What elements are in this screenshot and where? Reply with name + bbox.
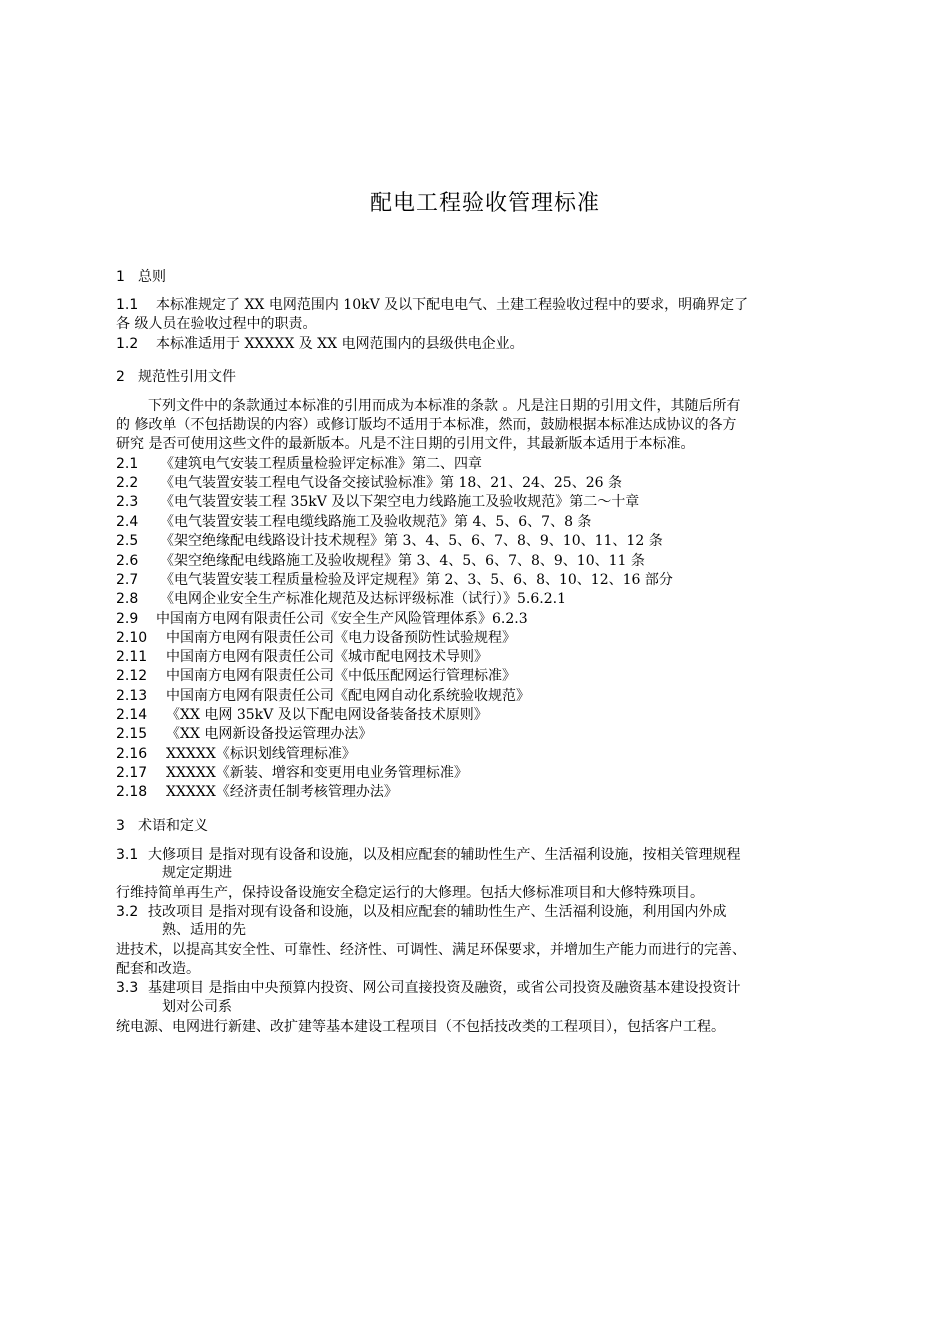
reference-text: 《XX 电网新设备投运管理办法》: [166, 726, 373, 742]
reference-text: 《XX 电网 35kV 及以下配电网设备装备技术原则》: [166, 707, 488, 723]
reference-number: 2.1: [116, 456, 139, 472]
reference-number: 2.17: [116, 765, 148, 781]
term-3-3-line2: 划对公司系: [162, 999, 232, 1015]
reference-item: [116, 493, 639, 512]
reference-text: 《架空绝缘配电线路施工及验收规程》第 3、4、5、6、7、8、9、10、11 条: [160, 553, 645, 569]
reference-number: 2.3: [116, 494, 139, 510]
section-number: 2: [116, 369, 125, 385]
reference-item: [116, 552, 645, 571]
reference-text: 《建筑电气安装工程质量检验评定标准》第二、四章: [160, 456, 482, 472]
term-3-3-line1: 3.3 基建项目 是指由中央预算内投资、网公司直接投资及融资，或省公司投资及融资基本建设投资计: [116, 980, 741, 996]
reference-number: 2.5: [116, 533, 139, 549]
reference-number: 2.16: [116, 746, 148, 762]
reference-item: [116, 610, 528, 629]
reference-text: XXXXX《经济责任制考核管理办法》: [166, 784, 398, 800]
term-3-2-line4: 配套和改造。: [116, 961, 200, 977]
section-title: 总则: [138, 269, 166, 285]
reference-item: [116, 590, 566, 609]
reference-text: 《电气装置安装工程质量检验及评定规程》第 2、3、5、6、8、10、12、16 部分: [160, 572, 673, 588]
reference-item: [116, 513, 591, 532]
reference-item: [116, 687, 530, 706]
clause-1-2: 1.2 本标准适用于 XXXXX 及 XX 电网范围内的县级供电企业。: [116, 336, 524, 352]
term-3-1-line3: 行维持简单再生产，保持设备设施安全稳定运行的大修理。包括大修标准项目和大修特殊项目。: [116, 885, 704, 901]
reference-text: 《电气装置安装工程电气设备交接试验标准》第 18、21、24、25、26 条: [160, 475, 622, 491]
reference-number: 2.10: [116, 630, 148, 646]
reference-item: [116, 474, 622, 493]
term-3-3-line3: 统电源、电网进行新建、改扩建等基本建设工程项目（不包括技改类的工程项目），包括客户工程。: [116, 1019, 725, 1035]
reference-item: [116, 532, 663, 551]
reference-item: [116, 764, 468, 783]
section-3-heading: [116, 815, 208, 835]
reference-text: 《架空绝缘配电线路设计技术规程》第 3、4、5、6、7、8、9、10、11、12 条: [160, 533, 663, 549]
reference-number: 2.4: [116, 514, 139, 530]
reference-item: [116, 455, 482, 474]
section-number: 3: [116, 818, 125, 834]
clause-number: 3.3: [116, 980, 139, 996]
clause-number: 1.2: [116, 336, 139, 352]
reference-text: XXXXX《新装、增容和变更用电业务管理标准》: [166, 765, 468, 781]
reference-number: 2.18: [116, 784, 148, 800]
reference-number: 2.11: [116, 649, 148, 665]
reference-number: 2.13: [116, 688, 148, 704]
reference-item: [116, 648, 488, 667]
reference-number: 2.12: [116, 668, 148, 684]
reference-number: 2.7: [116, 572, 139, 588]
clause-number: 1.1: [116, 297, 139, 313]
reference-text: 《电网企业安全生产标准化规范及达标评级标准（试行）》5.6.2.1: [160, 591, 566, 607]
reference-number: 2.6: [116, 553, 139, 569]
reference-item: [116, 629, 516, 648]
document-title: 配电工程验收管理标准: [369, 191, 600, 216]
reference-item: [116, 571, 673, 590]
reference-number: 2.14: [116, 707, 148, 723]
reference-item: [116, 725, 372, 744]
reference-text: 中国南方电网有限责任公司《安全生产风险管理体系》6.2.3: [156, 611, 528, 627]
reference-item: [116, 706, 488, 725]
section-1-heading: [116, 266, 166, 286]
intro-line-1: 下列文件中的条款通过本标准的引用而成为本标准的条款 。凡是注日期的引用文件，其随后所有: [148, 398, 741, 414]
reference-number: 2.8: [116, 591, 139, 607]
reference-item: [116, 745, 356, 764]
reference-item: [116, 667, 516, 686]
clause-1-1-line2: 各 级人员在验收过程中的职责。: [116, 316, 317, 332]
term-3-2-line1: 3.2 技改项目 是指对现有设备和设施，以及相应配套的辅助性生产、生活福利设施，利用国内外成: [116, 904, 727, 920]
intro-line-3: 研究 是否可使用这些文件的最新版本。凡是不注日期的引用文件，其最新版本适用于本标准。: [116, 436, 695, 452]
term-3-2-line2: 熟、适用的先: [162, 922, 246, 938]
reference-number: 2.15: [116, 726, 148, 742]
term-3-1-line2: 规定定期进: [162, 865, 232, 881]
clause-number: 3.2: [116, 904, 139, 920]
reference-text: 中国南方电网有限责任公司《中低压配网运行管理标准》: [166, 668, 516, 684]
reference-text: 中国南方电网有限责任公司《电力设备预防性试验规程》: [166, 630, 516, 646]
section-number: 1: [116, 269, 125, 285]
reference-text: 《电气装置安装工程 35kV 及以下架空电力线路施工及验收规范》第二～十章: [160, 494, 640, 510]
clause-1-1-line1: 1.1 本标准规定了 XX 电网范围内 10kV 及以下配电电气、土建工程验收过程中的要求，明确界定了: [116, 297, 749, 313]
term-3-1-line1: 3.1 大修项目 是指对现有设备和设施，以及相应配套的辅助性生产、生活福利设施，按相关管理规程: [116, 847, 741, 863]
reference-text: XXXXX《标识划线管理标准》: [166, 746, 356, 762]
clause-number: 3.1: [116, 847, 139, 863]
intro-line-2: 的 修改单（不包括勘误的内容）或修订版均不适用于本标准，然而，鼓励根据本标准达成协议的各方: [116, 417, 737, 433]
reference-number: 2.9: [116, 611, 139, 627]
section-2-heading: [116, 366, 236, 386]
reference-number: 2.2: [116, 475, 139, 491]
section-title: 规范性引用文件: [138, 369, 236, 385]
reference-text: 中国南方电网有限责任公司《配电网自动化系统验收规范》: [166, 688, 530, 704]
reference-text: 中国南方电网有限责任公司《城市配电网技术导则》: [166, 649, 488, 665]
section-title: 术语和定义: [138, 818, 208, 834]
term-3-2-line3: 进技术，以提高其安全性、可靠性、经济性、可调性、满足环保要求，并增加生产能力而进行的完善、: [116, 942, 746, 958]
reference-item: [116, 783, 398, 802]
reference-text: 《电气装置安装工程电缆线路施工及验收规范》第 4、5、6、7、8 条: [160, 514, 592, 530]
